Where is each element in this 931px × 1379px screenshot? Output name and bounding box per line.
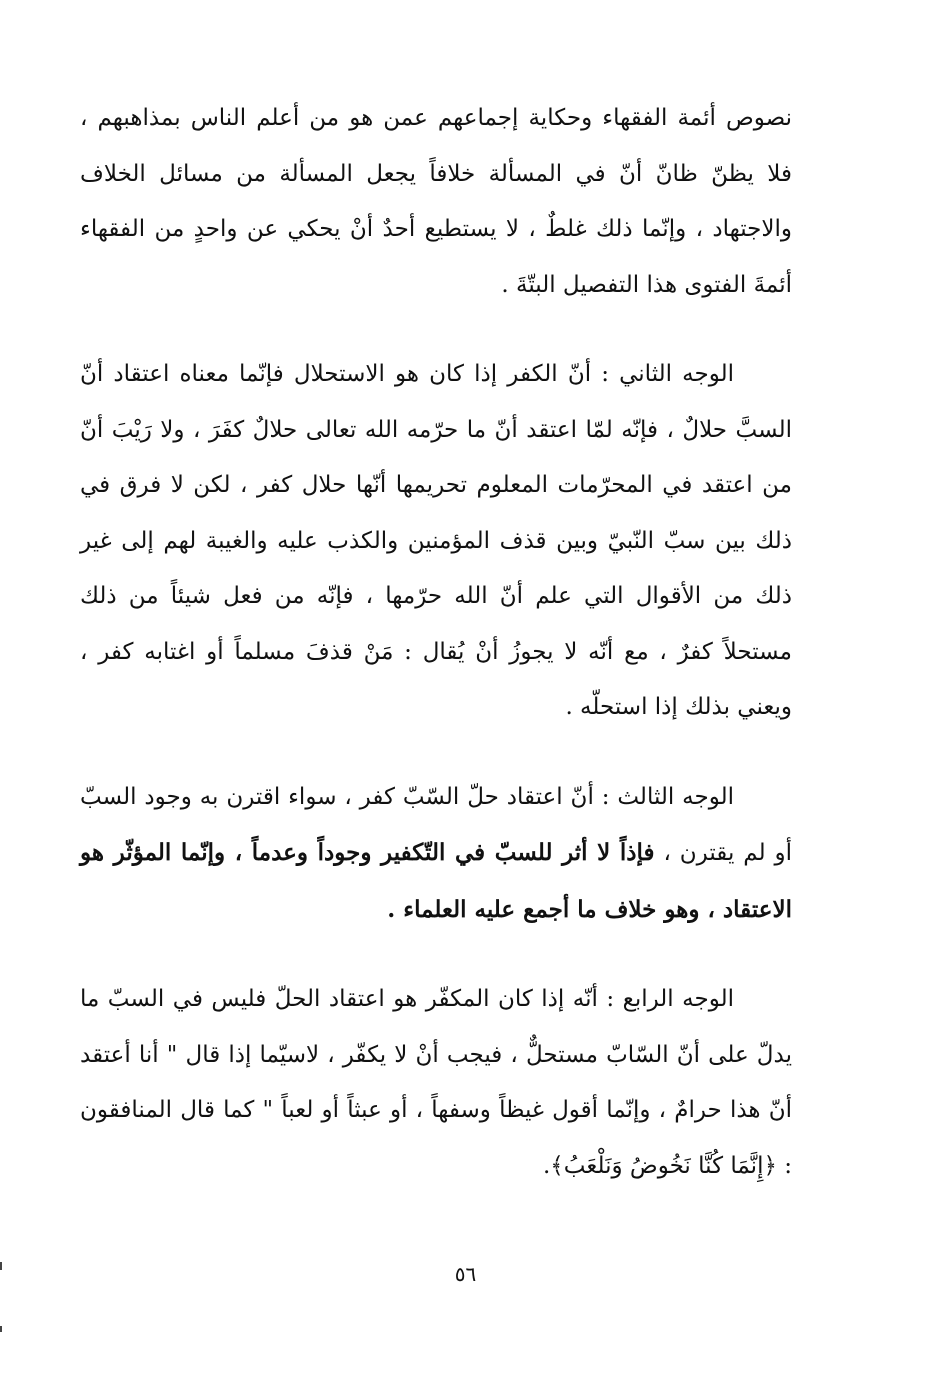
paragraph-fourth-aspect [80, 972, 792, 1194]
paragraph-fourth-aspect-text: الوجه الرابع : أنّه إذا كان المكفّر هو اعتقاد الحلّ فليس في السبّ ما يدلّ على أنّ السّابّ مستحلٌّ ، فيجب أنْ لا يكفّر ، لاسيّما إذا قال " أنا أعتقد أنّ هذا حرامٌ ، وإنّما أقول غيظاً وسفهاً ، أو عبثاً أو لعباً " كما قال المنافقون : ﴿إِنَّمَا كُنَّا نَخُوضُ وَنَلْعَبُ﴾. [80, 986, 792, 1179]
paragraph-second-aspect-text: الوجه الثاني : أنّ الكفر إذا كان هو الاستحلال فإنّما معناه اعتقاد أنّ السبَّ حلالٌ ، فإنّه لمّا اعتقد أنّ ما حرّمه الله تعالى حلالٌ كفَرَ ، ولا رَيْبَ أنّ من اعتقد في المحرّمات المعلوم تحريمها أنّها حلال كفر ، لكن لا فرق في ذلك بين سبّ النّبيّ وبين قذف المؤمنين والكذب عليه والغيبة لهم إلى غير ذلك من الأقوال التي علم أنّ الله حرّمها ، فإنّه من فعل شيئاً من ذلك مستحلاً كفرٌ ، مع أنّه لا يجوزُ أنْ يُقال : مَنْ قذفَ مسلماً أو اغتابه كفر ، ويعني بذلك إذا استحلّه . [80, 361, 792, 720]
paragraph-third-aspect-text: الوجه الثالث : أنّ اعتقاد حلّ السّبّ كفر ، سواء اقترن به وجود السبّ أو لم يقترن ، [80, 783, 792, 866]
paragraph-intro [80, 91, 792, 313]
paragraph-third-aspect-bold-text: فإذاً لا أثر للسبّ في التّكفير وجوداً وعدماً ، وإنّما المؤثّر هو الاعتقاد ، وهو خلاف ما أجمع عليه العلماء . [80, 839, 792, 923]
page-number: ٥٦ [454, 1262, 477, 1286]
paragraph-intro-text: نصوص أئمة الفقهاء وحكاية إجماعهم عمن هو من أعلم الناس بمذاهبهم ، فلا يظنّ ظانّ أنّ في المسألة خلافاً يجعل المسألة من مسائل الخلاف والاجتهاد ، وإنّما ذلك غلطٌ ، لا يستطيع أحدٌ أنْ يحكي عن واحدٍ من الفقهاء أئمةَ الفتوى هذا التفصيل البتّةَ . [80, 105, 792, 298]
paragraph-third-aspect [80, 770, 792, 939]
main-text [80, 91, 792, 1194]
scan-edge-mark [0, 1262, 2, 1270]
scan-edge-mark [0, 1326, 2, 1332]
paragraph-second-aspect [80, 347, 792, 736]
